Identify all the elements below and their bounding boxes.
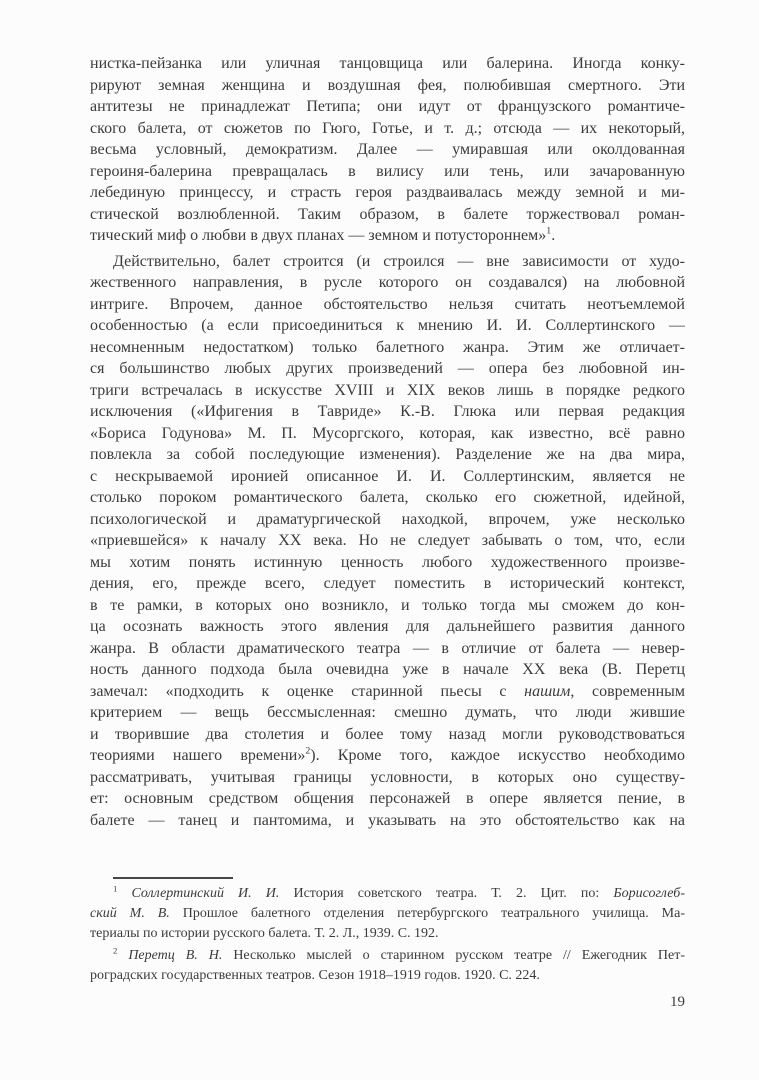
text-line: $^1$ Соллертинский И. И. История советского театра. Т. 2. Цит. по: Борисоглеб- <box>113 884 685 901</box>
footnote-marker: 1 <box>113 884 118 894</box>
text-line: роградских государственных театров. Сезон 1918–1919 годов. 1920. С. 224. <box>90 968 540 983</box>
page-number: 19 <box>670 994 685 1010</box>
text-line: тический миф о любви в двух планах — земном и потустороннем»$^1$. <box>90 225 556 244</box>
paragraph <box>90 251 685 832</box>
text-line: жественного направления, в русле которого он создавался) на любовной <box>90 274 685 291</box>
text-line: рассматривать, учитывая границы условности, в которых оно существу- <box>90 768 685 786</box>
text-line: Действительно, балет строится (и строился — вне зависимости от худо- <box>113 252 685 270</box>
footnote <box>90 884 685 944</box>
text-line: ет: основным средством общения персонажей в опере является пение, в <box>90 790 685 807</box>
text-line: нистка-пейзанка или уличная танцовщица или балерина. Иногда конку- <box>90 55 685 72</box>
text-line: с нескрываемой иронией описанное И. И. Соллертинским, является не <box>90 467 685 485</box>
footnote-marker: 2 <box>305 745 311 757</box>
text-line: и творившие два столетия и более тому назад могли руководствоваться <box>90 725 685 743</box>
text-line: стической возлюбленной. Таким образом, в балете торжествовал роман- <box>90 205 685 223</box>
text-line: лебединую принцессу, и страсть героя раздваивалась между земной и ми- <box>90 184 685 201</box>
text-line: жанра. В области драматического театра — в отличие от балета — невер- <box>90 639 685 657</box>
text-line: дения, его, прежде всего, следует поместить в исторический контекст, <box>90 575 685 592</box>
text-line: теориями нашего времени»$^2$). Кроме того, каждое искусство необходимо <box>90 745 685 764</box>
text-line: ность данного подхода была очевидна уже в начале XX века (В. Перетц <box>90 661 685 678</box>
text-line: «приевшейся» к началу XX века. Но не следует забывать о том, что, если <box>90 532 685 549</box>
footnote-separator-rule <box>113 877 233 879</box>
text-line: повлекла за собой последующие изменения). Разделение же на два мира, <box>90 446 685 463</box>
text-line: ский М. В. Прошлое балетного отделения петербургского театрального училища. Ма- <box>90 906 685 921</box>
text-line: психологической и драматургической находкой, впрочем, уже несколько <box>90 510 685 528</box>
footnote-marker: 1 <box>546 225 552 237</box>
text-line: териалы по истории русского балета. Т. 2. Л., 1939. С. 192. <box>90 926 439 941</box>
text-line: ского балета, от сюжетов по Гюго, Готье, и т. д.; отсюда — их некоторый, <box>90 119 685 137</box>
text-line: в те рамки, в которых оно возникло, и только тогда мы сможем до кон- <box>90 596 685 614</box>
footnote-marker: 2 <box>113 946 118 956</box>
text-line: $^2$ Перетц В. Н. Несколько мыслей о старинном русском театре // Ежегодник Пет- <box>113 946 685 963</box>
text-line: антитезы не принадлежат Петипа; они идут от французского романтиче- <box>90 98 685 115</box>
text-line: героиня-балерина превращалась в вилису или тень, или зачарованную <box>90 162 685 180</box>
footnote <box>90 946 685 986</box>
text-line: особенностью (а если присоединиться к мнению И. И. Соллертинского — <box>90 317 685 334</box>
text-line: триги встречалась в искусстве XVIII и XIX веков лишь в порядке редкого <box>90 381 685 399</box>
text-line: «Бориса Годунова» М. П. Мусоргского, которая, как известно, всё равно <box>90 424 685 442</box>
text-line: ся большинство любых других произведений — опера без любовной ин- <box>90 360 685 377</box>
text-line: несомненным недостатком) только балетного жанра. Этим же отличает- <box>90 338 685 356</box>
text-line: замечал: «подходить к оценке старинной пьесы с нашим, современным <box>90 682 685 700</box>
main-text <box>90 53 685 831</box>
text-line: столько пороком романтического балета, сколько его сюжетной, идейной, <box>90 489 685 506</box>
text-line: весьма условный, демократизм. Далее — умиравшая или околдованная <box>90 141 685 158</box>
text-line: критерием — вещь бессмысленная: смешно думать, что люди жившие <box>90 704 685 721</box>
text-line: ца осознать важность этого явления для дальнейшего развития данного <box>90 618 685 635</box>
text-line: балете — танец и пантомима, и указывать на это обстоятельство как на <box>90 811 685 829</box>
text-line: рируют земная женщина и воздушная фея, полюбившая смертного. Эти <box>90 76 685 94</box>
paragraph <box>90 53 685 247</box>
footnotes-block <box>90 884 685 986</box>
text-line: интриге. Впрочем, данное обстоятельство нельзя считать неотъемлемой <box>90 295 685 313</box>
text-line: исключения («Ифигения в Тавриде» К.-В. Глюка или первая редакция <box>90 403 685 420</box>
text-line: мы хотим понять истинную ценность любого художественного произве- <box>90 553 685 571</box>
